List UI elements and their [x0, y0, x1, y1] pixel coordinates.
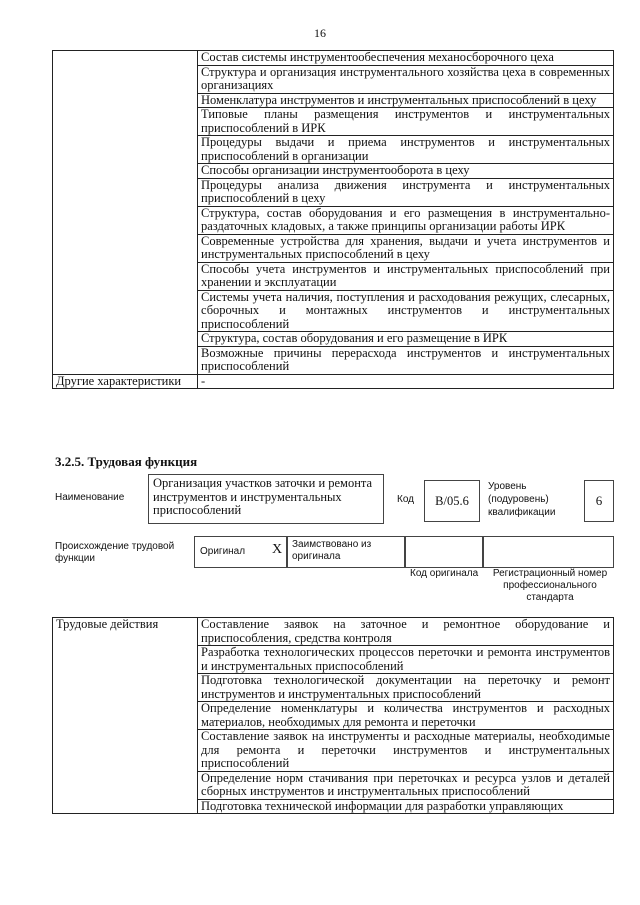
code-label: Код	[397, 494, 415, 505]
table-row: Составление заявок на инструменты и расходные материалы, необходимые для ремонта и переточки инструментов и инструментальных приспособлений	[198, 730, 614, 772]
table-row: Составление заявок на заточное и ремонтное оборудование и приспособления, средства контроля	[198, 618, 614, 646]
page-number: 16	[314, 26, 326, 40]
other-characteristics-value: -	[198, 374, 614, 389]
table-row: Номенклатура инструментов и инструментальных приспособлений в цеху	[198, 93, 614, 108]
table-row: Состав системы инструментообеспечения механосборочного цеха	[198, 51, 614, 66]
table-row: Процедуры выдачи и приема инструментов и инструментальных приспособлений в организации	[198, 136, 614, 164]
name-label: Наименование	[55, 492, 125, 503]
borrowed-label: Заимствовано из оригинала	[292, 539, 372, 562]
actions-table	[52, 617, 614, 814]
table-row: Способы организации инструментооборота в цеху	[198, 164, 614, 179]
code-original-caption: Код оригинала	[410, 568, 479, 579]
table-row: Системы учета наличия, поступления и расходования режущих, слесарных, сборочных и монтажных инструментов и инструментальных приспособлений	[198, 290, 614, 332]
table-row: Процедуры анализа движения инструмента и инструментальных приспособлений в цеху	[198, 178, 614, 206]
level-value: 6	[584, 480, 614, 522]
table-row: Определение номенклатуры и количества инструментов и расходных материалов, необходимых для ремонта и переточки	[198, 702, 614, 730]
level-label: Уровень (подуровень) квалификации	[488, 481, 556, 518]
origin-label: Происхождение трудовой функции	[55, 541, 175, 564]
section-heading: 3.2.5. Трудовая функция	[55, 454, 198, 469]
table-row: Структура, состав оборудования и его размещение в ИРК	[198, 332, 614, 347]
code-value: B/05.6	[424, 480, 480, 522]
table-row: Структура, состав оборудования и его размещения в инструментально-раздаточных кладовых, а также принципы организации работы ИРК	[198, 206, 614, 234]
reg-number-caption: Регистрационный номер профессионального стандарта	[492, 568, 608, 603]
knowledge-table	[52, 50, 614, 389]
original-label: Оригинал	[200, 546, 246, 557]
actions-label: Трудовые действия	[53, 618, 198, 814]
code-original-box	[404, 536, 484, 568]
knowledge-label-cell	[53, 51, 198, 375]
table-row: Современные устройства для хранения, выдачи и учета инструментов и инструментальных приспособлений в цеху	[198, 234, 614, 262]
other-characteristics-label: Другие характеристики	[53, 374, 198, 389]
table-row: Типовые планы размещения инструментов и инструментальных приспособлений в ИРК	[198, 108, 614, 136]
table-row: Способы учета инструментов и инструментальных приспособлений при хранении и эксплуатации	[198, 262, 614, 290]
original-mark: X	[272, 542, 283, 557]
table-row: Подготовка технической информации для разработки управляющих	[198, 799, 614, 814]
function-name-value: Организация участков заточки и ремонта инструментов и инструментальных приспособлений	[148, 474, 384, 524]
table-row: Разработка технологических процессов переточки и ремонта инструментов и инструментальных приспособлений	[198, 646, 614, 674]
table-row: Структура и организация инструментального хозяйства цеха в современных организациях	[198, 65, 614, 93]
table-row: Возможные причины перерасхода инструментов и инструментальных приспособлений	[198, 346, 614, 374]
table-row: Определение норм стачивания при переточках и ресурса узлов и деталей сборных инструментов и инструментальных приспособлений	[198, 771, 614, 799]
table-row: Подготовка технологической документации на переточку и ремонт инструментов и инструментальных приспособлений	[198, 674, 614, 702]
reg-number-box	[482, 536, 614, 568]
